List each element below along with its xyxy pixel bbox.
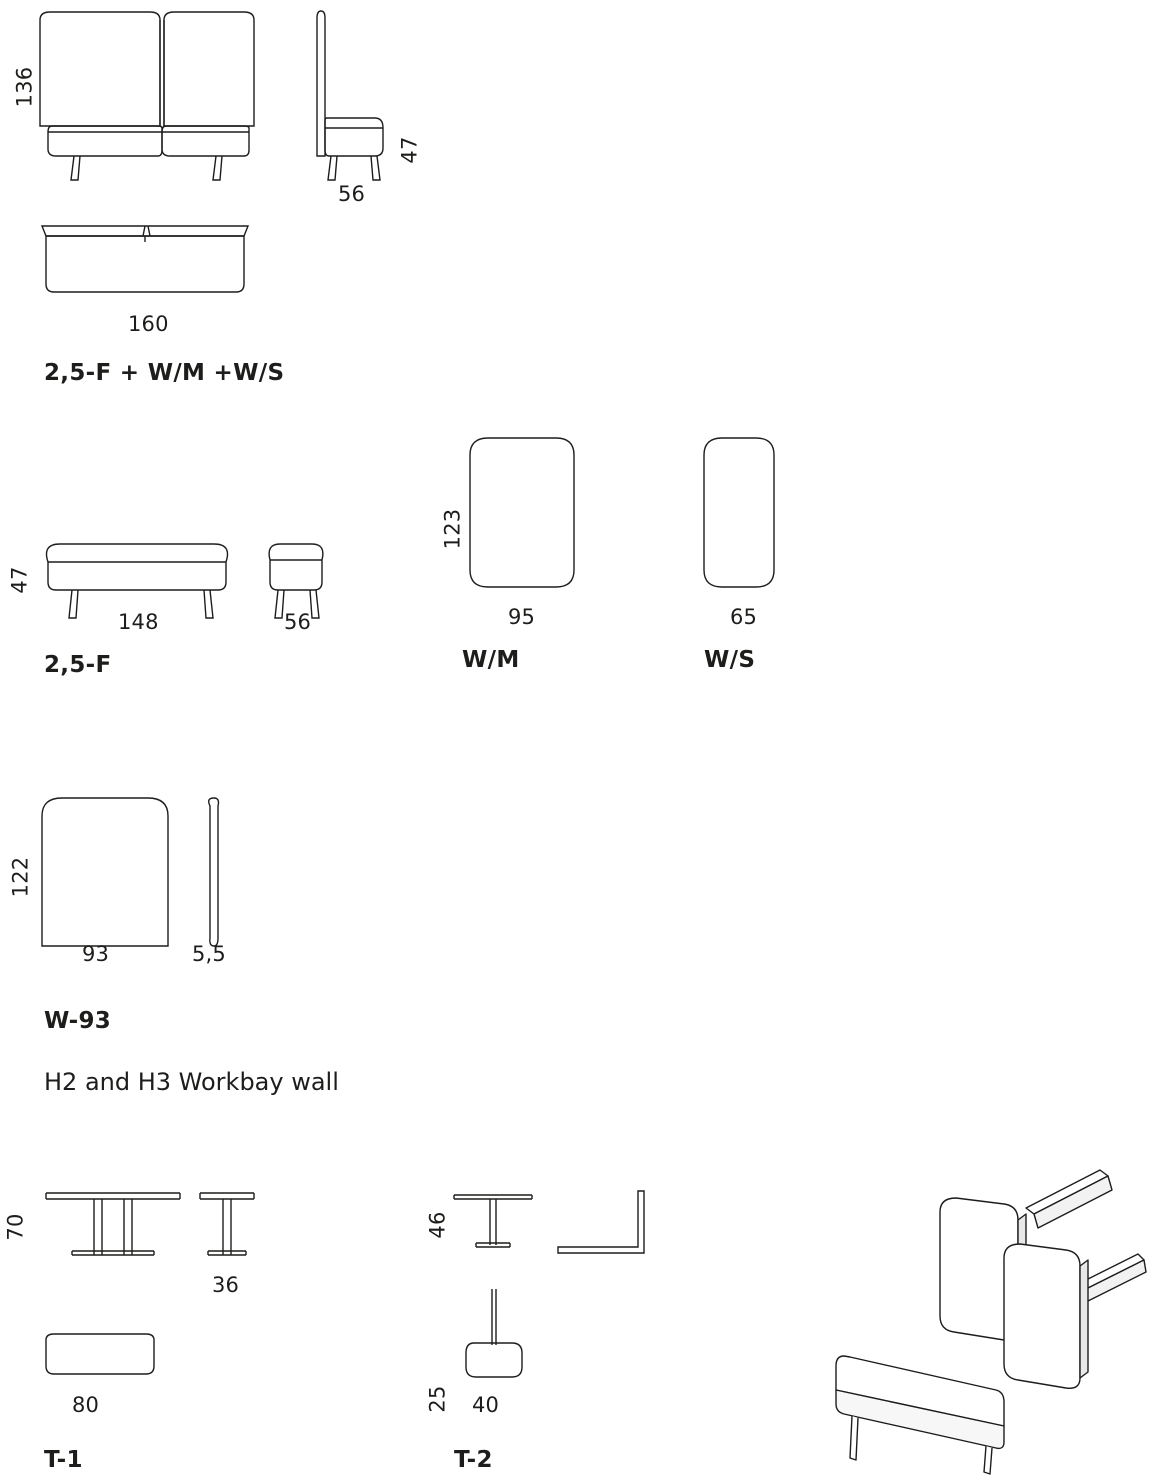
label-group-T2: T-2 (454, 1447, 493, 1473)
group-WM (420, 425, 620, 685)
group-2-5-F-WM-WS (0, 0, 440, 400)
group-T1 (0, 1175, 330, 1475)
dim-123-wm: 123 (440, 508, 465, 550)
dim-160-top: 160 (128, 312, 169, 336)
dim-122-w93: 122 (8, 856, 33, 898)
label-group-T1: T-1 (44, 1447, 83, 1473)
dim-46-t2: 46 (425, 1211, 450, 1239)
label-group-1: 2,5-F + W/M +W/S (44, 360, 285, 386)
dim-56-stool: 56 (284, 610, 312, 634)
t1-top-view (28, 1330, 168, 1400)
dim-93-w93: 93 (82, 942, 110, 966)
dim-36-t1: 36 (212, 1273, 240, 1297)
t2-side-view (540, 1177, 670, 1267)
t2-front-view (440, 1177, 550, 1267)
top-view-sofa (30, 218, 260, 308)
dim-56-side: 56 (338, 182, 366, 206)
dim-148-bench: 148 (118, 610, 159, 634)
label-group-WS: W/S (704, 647, 756, 673)
dim-5-5-w93: 5,5 (192, 942, 226, 966)
dim-40-t2: 40 (472, 1393, 500, 1417)
group-W93 (0, 780, 400, 1110)
group-perspective-assembly (790, 1150, 1168, 1480)
t1-front-view (28, 1177, 208, 1267)
wm-panel-front-view (450, 430, 610, 610)
dim-47-side: 47 (397, 136, 422, 164)
label-group-WM: W/M (462, 647, 520, 673)
t1-side-view (192, 1177, 282, 1267)
group-2-5-F (0, 500, 400, 700)
dim-80-t1: 80 (72, 1393, 100, 1417)
dim-25-t2: 25 (425, 1385, 450, 1413)
t2-top-view (440, 1283, 570, 1393)
dim-70-t1: 70 (3, 1213, 28, 1241)
w93-side-view (188, 788, 248, 968)
group-T2 (410, 1175, 740, 1475)
caption-workbay-wall: H2 and H3 Workbay wall (44, 1068, 339, 1096)
perspective-view (790, 1150, 1168, 1480)
group-WS (660, 425, 840, 685)
label-group-2: 2,5-F (44, 652, 112, 678)
ws-panel-front-view (690, 430, 830, 610)
dim-95-wm: 95 (508, 605, 536, 629)
label-group-W93: W-93 (44, 1008, 112, 1034)
dim-47-bench: 47 (7, 566, 32, 594)
front-view-sofa-with-walls (30, 8, 300, 183)
dim-65-ws: 65 (730, 605, 758, 629)
dim-136: 136 (12, 66, 37, 108)
